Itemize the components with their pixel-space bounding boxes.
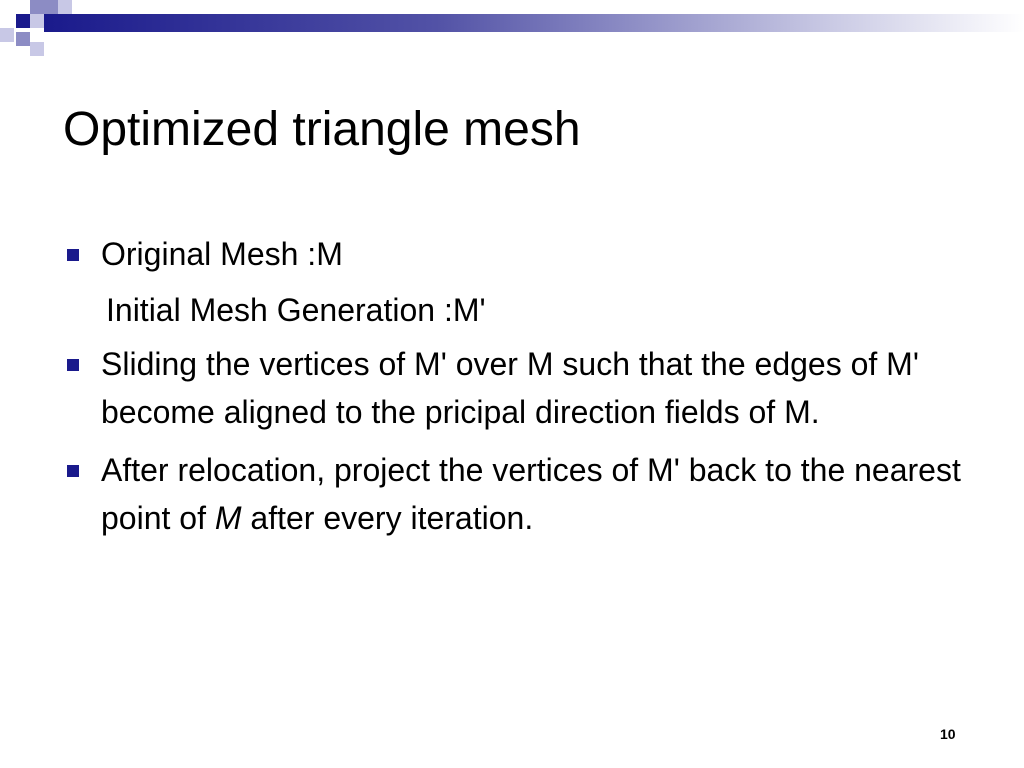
gradient-band xyxy=(44,14,1024,32)
page-number: 10 xyxy=(940,726,956,742)
bullet-text-italic: M xyxy=(214,500,242,536)
bullet-item xyxy=(64,230,984,278)
deco-square-dark-1 xyxy=(16,14,30,28)
bullet-item xyxy=(64,340,984,436)
deco-square-mid-2 xyxy=(16,32,30,46)
square-bullet-icon xyxy=(67,465,79,477)
slide-content xyxy=(64,230,984,542)
deco-square-mid-3 xyxy=(30,0,44,14)
bullet-text: Original Mesh :M xyxy=(101,236,343,272)
square-bullet-icon xyxy=(67,359,79,371)
deco-square-light-3 xyxy=(0,28,14,42)
deco-square-mid-1 xyxy=(44,0,58,14)
sub-item xyxy=(64,286,984,334)
bullet-item xyxy=(64,446,984,542)
deco-square-light-2 xyxy=(58,0,72,14)
bullet-text: Sliding the vertices of M' over M such that the edges of M' become aligned to the pricipal direction fields of M. xyxy=(101,346,919,430)
header-decoration xyxy=(0,0,1024,64)
sub-item-text: Initial Mesh Generation :M' xyxy=(106,292,486,328)
bullet-text-after: after every iteration. xyxy=(241,500,534,536)
bullet-text-before: After relocation, project the vertices of M' back to the nearest point of xyxy=(101,452,961,536)
square-bullet-icon xyxy=(67,249,79,261)
deco-square-light-1 xyxy=(30,14,44,28)
deco-square-light-4 xyxy=(30,42,44,56)
slide-title: Optimized triangle mesh xyxy=(63,103,581,156)
